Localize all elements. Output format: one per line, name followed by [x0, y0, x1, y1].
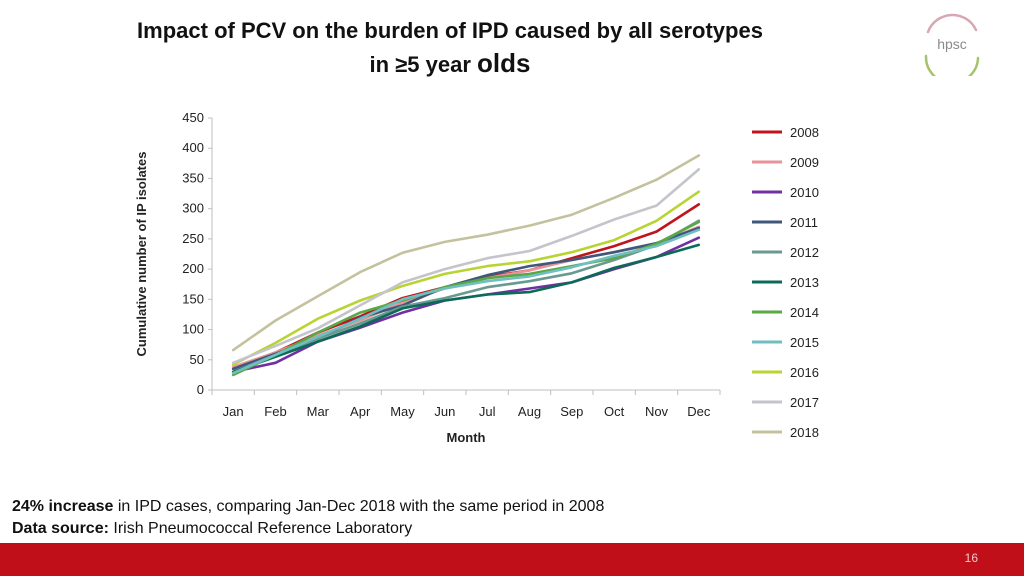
y-tick-label: 0: [196, 382, 204, 397]
x-tick-label: Jul: [478, 404, 496, 419]
x-tick-label: Jun: [434, 404, 456, 419]
legend-label-2009: 2009: [790, 155, 819, 170]
increase-text: in IPD cases, comparing Jan-Dec 2018 with the same period in 2008: [113, 498, 605, 515]
y-tick-label: 450: [182, 110, 204, 125]
footnote-line-1: [12, 496, 604, 518]
x-tick-label: Nov: [644, 404, 669, 419]
legend-label-2012: 2012: [790, 245, 819, 260]
y-tick-label: 350: [182, 170, 204, 186]
chart-lines: [233, 156, 699, 375]
x-tick-label: Dec: [687, 404, 711, 419]
title-line-2-end: olds: [477, 48, 531, 78]
title-line-2-start: in ≥5 year: [369, 52, 477, 77]
y-tick-label: 250: [182, 230, 204, 246]
line-chart: [120, 100, 860, 460]
legend-label-2018: 2018: [790, 425, 819, 440]
legend-label-2015: 2015: [790, 335, 819, 350]
y-tick-label: 400: [182, 140, 204, 156]
data-source-label: Data source:: [12, 520, 109, 537]
x-tick-label: Sep: [560, 404, 584, 419]
increase-label: 24% increase: [12, 498, 114, 515]
legend-label-2013: 2013: [790, 275, 819, 290]
slide-title: [40, 14, 860, 81]
data-source-text: Irish Pneumococcal Reference Laboratory: [108, 520, 413, 537]
y-tick-label: 100: [182, 321, 204, 337]
legend-label-2010: 2010: [790, 185, 819, 200]
hpsc-logo: [912, 12, 992, 76]
legend-label-2017: 2017: [790, 395, 819, 410]
footnote-line-2: [12, 518, 604, 540]
chart-legend: [752, 125, 819, 440]
title-line-2: [40, 47, 860, 81]
legend-label-2011: 2011: [790, 215, 818, 230]
x-tick-label: Aug: [517, 404, 542, 419]
x-tick-label: Mar: [306, 404, 330, 419]
x-tick-label: Apr: [350, 404, 371, 419]
y-tick-label: 200: [182, 261, 204, 277]
footer-bar: [0, 543, 1024, 576]
y-tick-label: 50: [189, 351, 204, 367]
x-tick-label: Jan: [222, 404, 244, 419]
x-tick-label: Oct: [604, 404, 625, 419]
chart-axes: [134, 110, 720, 445]
y-axis-title: Cumulative number of IP isolates: [134, 151, 149, 357]
legend-label-2016: 2016: [790, 365, 819, 380]
x-tick-label: Feb: [264, 404, 287, 419]
page-number: 16: [964, 551, 978, 565]
series-line-2015: [233, 230, 699, 373]
x-axis-title: Month: [446, 430, 486, 445]
logo-text: hpsc: [937, 36, 967, 52]
logo-arc-pink: [928, 15, 976, 32]
logo-arc-green: [926, 56, 978, 76]
y-tick-label: 300: [182, 200, 204, 216]
y-tick-label: 150: [182, 291, 204, 307]
footnote: [12, 496, 604, 540]
legend-label-2008: 2008: [790, 125, 819, 140]
legend-label-2014: 2014: [790, 305, 819, 320]
title-line-1: Impact of PCV on the burden of IPD caused by all serotypes: [137, 18, 763, 43]
x-tick-label: May: [390, 404, 415, 419]
